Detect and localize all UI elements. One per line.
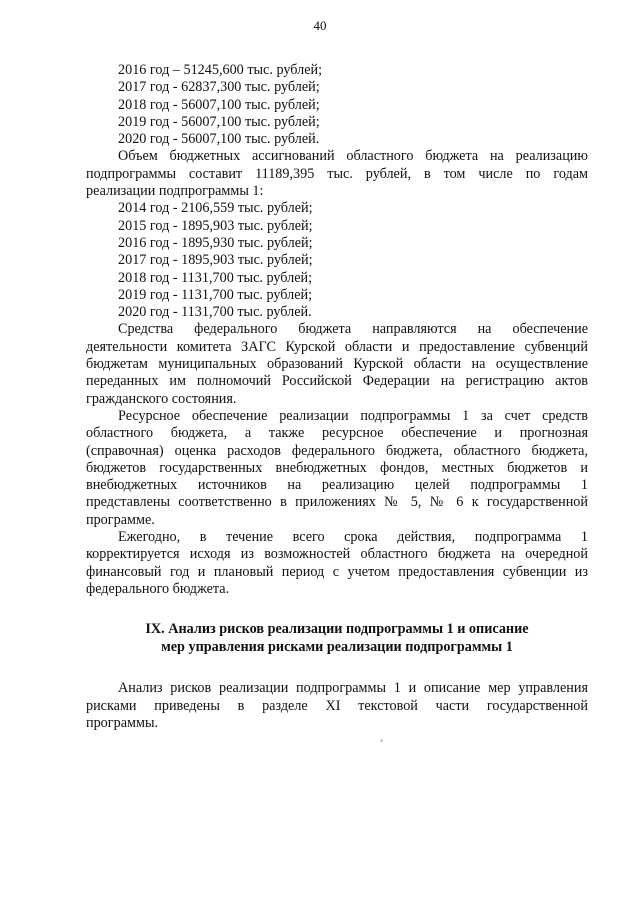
list-item: 2017 год - 1895,903 тыс. рублей; — [118, 252, 313, 269]
text-line: подпрограммы составит 11189,395 тыс. рублей, в том числе по годам — [86, 165, 588, 182]
text-line: представлены соответственно в приложениях № 5, № 6 к государственной — [86, 494, 588, 511]
text-line: Анализ рисков реализации подпрограммы 1 и описание мер управления — [118, 680, 588, 697]
page-content — [86, 62, 588, 732]
text-line: бюджетов государственных внебюджетных фондов, местных бюджетов и — [86, 459, 588, 476]
text-line: деятельности комитета ЗАГС Курской области и предоставление субвенций — [86, 338, 588, 355]
text-line: Средства федерального бюджета направляются на обеспечение — [118, 321, 588, 338]
list-item: 2020 год - 56007,100 тыс. рублей. — [118, 131, 320, 148]
list-item: 2019 год - 56007,100 тыс. рублей; — [118, 113, 320, 130]
list-item: 2020 год - 1131,700 тыс. рублей. — [118, 304, 312, 321]
section-heading — [86, 620, 588, 656]
text-line: Ресурсное обеспечение реализации подпрограммы 1 за счет средств — [118, 407, 588, 424]
text-line: Ежегодно, в течение всего срока действия, подпрограмма 1 — [118, 529, 588, 546]
text-line: (справочная) оценка расходов федерального бюджета, областного бюджета, — [86, 442, 588, 459]
text-line: гражданского состояния. — [86, 390, 237, 407]
list-item: 2019 год - 1131,700 тыс. рублей; — [118, 286, 313, 303]
list-item: 2016 год – 51245,600 тыс. рублей; — [118, 62, 323, 78]
heading-line: IX. Анализ рисков реализации подпрограммы 1 и описание — [145, 621, 529, 638]
text-line: корректируется исходя из возможностей областного бюджета на очередной — [86, 546, 588, 563]
funding-list-regional — [118, 200, 588, 321]
funding-list-federal — [118, 62, 588, 148]
text-line: областного бюджета, а также ресурсное обеспечение и прогнозная — [86, 425, 588, 442]
text-line: бюджетам муниципальных образований Курской области на осуществление — [86, 356, 588, 373]
list-item: 2018 год - 56007,100 тыс. рублей; — [118, 96, 320, 113]
text-line: федерального бюджета. — [86, 580, 230, 597]
list-item: 2015 год - 1895,903 тыс. рублей; — [118, 217, 313, 234]
resource-paragraph — [86, 407, 588, 529]
list-item: 2014 год - 2106,559 тыс. рублей; — [118, 200, 313, 217]
list-item: 2018 год - 1131,700 тыс. рублей; — [118, 269, 313, 286]
text-line: финансовый год и плановый период с учетом предоставления субвенции из — [86, 563, 588, 580]
text-line: программе. — [86, 511, 155, 528]
text-line: рисками приведены в разделе XI текстовой части государственной — [86, 697, 588, 714]
text-line: реализации подпрограммы 1: — [86, 183, 264, 200]
federal-funds-paragraph — [86, 321, 588, 407]
text-line: внебюджетных источников на реализацию целей подпрограммы 1 — [86, 477, 588, 494]
text-line: переданных им полномочий Российской Федерации на регистрацию актов — [86, 373, 588, 390]
annual-paragraph — [86, 529, 588, 598]
text-line: Объем бюджетных ассигнований областного бюджета на реализацию — [118, 148, 588, 165]
list-item: 2016 год - 1895,930 тыс. рублей; — [118, 234, 313, 251]
budget-paragraph — [86, 148, 588, 200]
heading-line: мер управления рисками реализации подпрограммы 1 — [161, 639, 513, 656]
list-item: 2017 год - 62837,300 тыс. рублей; — [118, 79, 320, 96]
text-line: программы. — [86, 714, 159, 731]
risks-paragraph — [86, 680, 588, 732]
scan-speck — [380, 739, 383, 742]
page-number: 40 — [313, 18, 327, 33]
